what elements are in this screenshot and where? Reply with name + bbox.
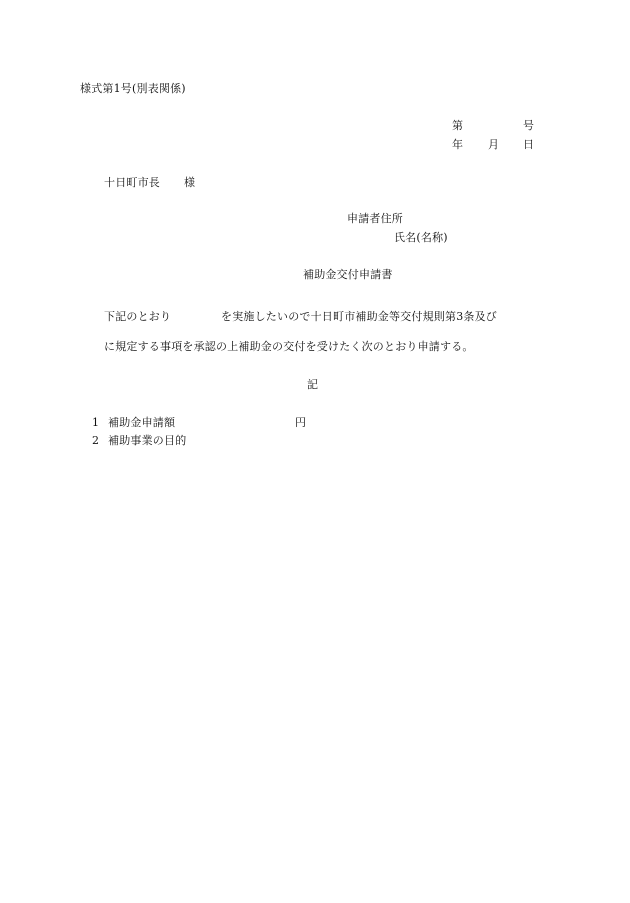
applicant-name-label: 氏名(名称) [394,231,448,244]
date-day-label: 日 [523,138,535,151]
applicant-address-label: 申請者住所 [347,212,403,225]
item-1-label: 補助金申請額 [108,416,176,429]
item-2-label: 補助事業の目的 [108,434,187,447]
item-2-number: 2 [92,434,100,447]
date-month-label: 月 [488,138,500,151]
number-go-label: 号 [523,119,535,132]
form-number: 様式第1号(別表関係) [80,82,186,95]
body-line1-start: 下記のとおり [104,310,172,323]
date-year-label: 年 [452,138,464,151]
body-line2: に規定する事項を承認の上補助金の交付を受けたく次のとおり申請する。 [104,340,474,353]
body-line1-end: を実施したいので十日町市補助金等交付規則第3条及び [221,310,497,323]
addressee-name: 十日町市長 [104,176,160,189]
item-1-number: 1 [92,416,100,429]
addressee-honorific: 様 [184,176,196,189]
ki-heading: 記 [307,378,319,391]
document-title: 補助金交付申請書 [303,268,393,281]
number-dai-label: 第 [452,119,464,132]
item-1-unit: 円 [295,416,307,429]
